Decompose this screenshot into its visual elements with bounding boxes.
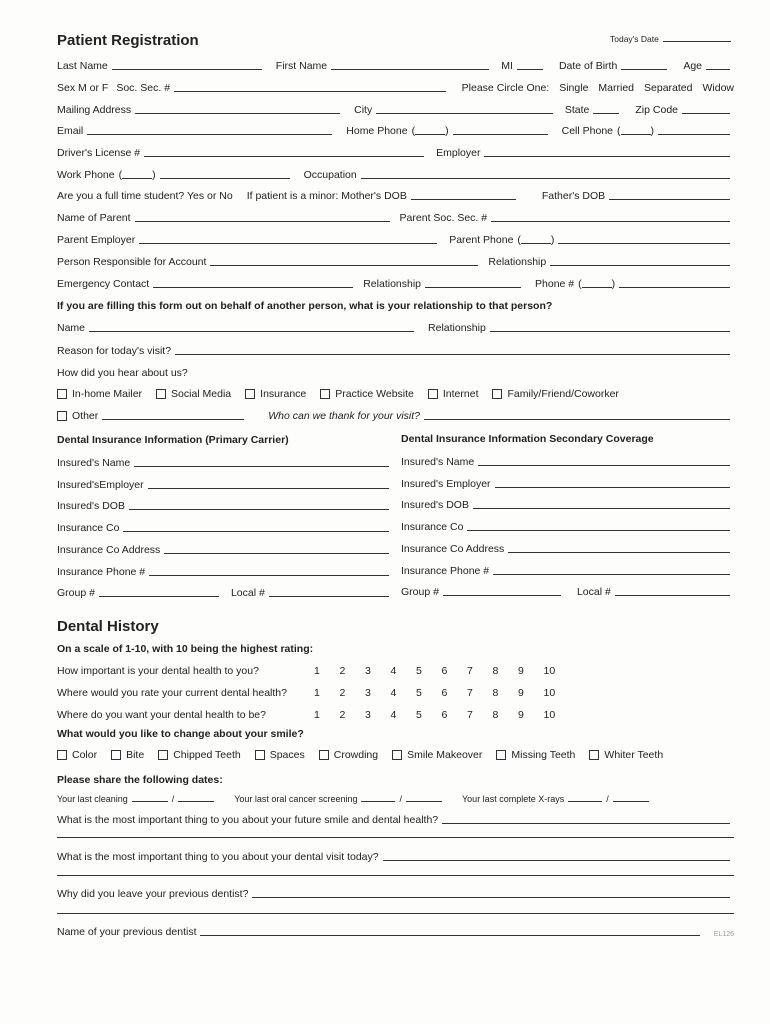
visit-question: What is the most important thing to you about your dental visit today? xyxy=(57,851,379,863)
checkbox-icon[interactable] xyxy=(319,750,329,760)
zip-label: Zip Code xyxy=(635,104,678,116)
hear-option-website[interactable]: Practice Website xyxy=(320,388,414,400)
q1-label: How important is your dental health to you? xyxy=(57,665,259,677)
license-label: Driver's License # xyxy=(57,147,141,159)
q2-scale[interactable] xyxy=(314,687,569,699)
primary-group-label: Group # xyxy=(57,587,95,599)
reason-field[interactable] xyxy=(175,353,730,355)
hear-option-insurance[interactable]: Insurance xyxy=(245,388,306,400)
secondary-local-label: Local # xyxy=(576,586,611,598)
scale-option[interactable]: 8 xyxy=(492,687,499,699)
scale-option[interactable]: 2 xyxy=(339,687,346,699)
cleaning-year-field[interactable] xyxy=(178,800,214,802)
change-option-missing[interactable]: Missing Teeth xyxy=(496,749,575,761)
last-name-field[interactable] xyxy=(112,68,262,70)
cleaning-month-field[interactable] xyxy=(132,800,168,802)
future-question: What is the most important thing to you about your future smile and dental health? xyxy=(57,814,439,826)
primary-co-address-label: Insurance Co Address xyxy=(57,544,161,556)
primary-co-phone-field[interactable] xyxy=(149,574,389,576)
primary-insured-employer-field[interactable] xyxy=(148,487,389,489)
checkbox-icon[interactable] xyxy=(245,389,255,399)
checkbox-icon[interactable] xyxy=(492,389,502,399)
hear-option-other[interactable]: Other xyxy=(57,410,98,422)
emergency-phone-field[interactable] xyxy=(619,286,730,288)
previous-dentist-field[interactable] xyxy=(200,934,699,936)
scale-option[interactable]: 4 xyxy=(390,709,397,721)
mother-dob-field[interactable] xyxy=(411,198,516,200)
secondary-insured-name-field[interactable] xyxy=(478,464,730,466)
change-option-chipped[interactable]: Chipped Teeth xyxy=(158,749,241,761)
leave-question: Why did you leave your previous dentist? xyxy=(57,888,249,900)
zip-field[interactable] xyxy=(682,112,730,114)
scale-option[interactable]: 6 xyxy=(441,709,448,721)
thank-label: Who can we thank for your visit? xyxy=(268,410,420,422)
screening-month-field[interactable] xyxy=(361,800,395,802)
secondary-insured-name-label: Insured's Name xyxy=(401,456,475,468)
marital-single[interactable]: Single xyxy=(559,82,589,94)
scale-option[interactable]: 10 xyxy=(543,709,556,721)
marital-married[interactable]: Married xyxy=(598,82,635,94)
cell-area-field[interactable] xyxy=(621,133,651,135)
home-phone-field[interactable] xyxy=(453,133,548,135)
checkbox-icon[interactable] xyxy=(57,750,67,760)
todays-date-label: Today's Date xyxy=(610,34,659,44)
primary-insurance-title: Dental Insurance Information (Primary Carrier) xyxy=(57,434,289,446)
occupation-field[interactable] xyxy=(361,177,730,179)
secondary-insured-dob-label: Insured's DOB xyxy=(401,499,469,511)
primary-co-field[interactable] xyxy=(123,530,389,532)
scale-option[interactable]: 5 xyxy=(416,709,422,721)
change-option-spaces[interactable]: Spaces xyxy=(255,749,305,761)
q1-scale[interactable] xyxy=(314,665,569,677)
student-label: Are you a full time student? Yes or No xyxy=(57,190,233,202)
scale-option[interactable]: 10 xyxy=(543,687,556,699)
q3-scale[interactable] xyxy=(314,709,569,721)
state-label: State xyxy=(564,104,590,116)
last-name-label: Last Name xyxy=(57,60,108,72)
behalf-name-field[interactable] xyxy=(89,330,414,332)
scale-option[interactable]: 8 xyxy=(492,709,499,721)
secondary-local-field[interactable] xyxy=(615,594,730,596)
state-field[interactable] xyxy=(593,112,619,114)
secondary-co-field[interactable] xyxy=(467,529,730,531)
behalf-relationship-label: Relationship xyxy=(428,322,486,334)
parent-employer-label: Parent Employer xyxy=(57,234,136,246)
sex-label: Sex M or F xyxy=(57,82,109,94)
change-question: What would you like to change about your smile? xyxy=(57,728,304,740)
scale-option[interactable]: 6 xyxy=(441,687,448,699)
screening-label: Your last oral cancer screening xyxy=(234,794,358,804)
responsible-label: Person Responsible for Account xyxy=(57,256,207,268)
age-field[interactable] xyxy=(706,68,730,70)
dob-field[interactable] xyxy=(621,68,667,70)
checkbox-icon[interactable] xyxy=(392,750,402,760)
parent-ssn-field[interactable] xyxy=(491,220,730,222)
scale-option[interactable]: 1 xyxy=(314,687,320,699)
ssn-field[interactable] xyxy=(174,90,446,92)
work-area-field[interactable] xyxy=(122,177,152,179)
secondary-co-address-label: Insurance Co Address xyxy=(401,543,505,555)
scale-option[interactable]: 4 xyxy=(390,665,397,677)
scale-option[interactable]: 9 xyxy=(518,665,524,677)
checkbox-icon[interactable] xyxy=(320,389,330,399)
xrays-label: Your last complete X-rays xyxy=(462,794,565,804)
form-code: EL126 xyxy=(713,931,734,938)
checkbox-icon[interactable] xyxy=(255,750,265,760)
parent-name-field[interactable] xyxy=(135,220,390,222)
hear-option-family[interactable]: Family/Friend/Coworker xyxy=(492,388,618,400)
primary-co-phone-label: Insurance Phone # xyxy=(57,566,146,578)
emergency-phone-label: Phone # xyxy=(535,278,575,290)
emergency-relationship-field[interactable] xyxy=(425,286,521,288)
secondary-co-phone-label: Insurance Phone # xyxy=(401,565,490,577)
ssn-label: Soc. Sec. # xyxy=(116,82,171,94)
hear-option-social[interactable]: Social Media xyxy=(156,388,231,400)
work-phone-label: Work Phone xyxy=(57,169,115,181)
marital-separated[interactable]: Separated xyxy=(644,82,693,94)
secondary-co-label: Insurance Co xyxy=(401,521,464,533)
email-label: Email xyxy=(57,125,84,137)
q3-label: Where do you want your dental health to be? xyxy=(57,709,266,721)
screening-year-field[interactable] xyxy=(406,800,442,802)
employer-field[interactable] xyxy=(484,155,730,157)
registration-form: Patient Registration Today's Date Last Name First Name MI Date of Birth Age Sex M or F Soc. Sec. # Please Circle One: Single Married Separated Widow Mailing Address City State Zip Code Email Home Phone ( ) Cell Phone ( ) Driver's License # Employer Work Phone ( ) Occupation Are you a full time student? Yes or No If patient is a minor: Mother's DOB Father's DOB Name of Parent Parent Soc. Sec. # Parent Employer Parent Phone ( ) Person Responsible for Account Relationship Emergency Contact Relationship Phone # ( ) If you are filling this form out on behalf of another person, what is your relationship to that person? Name Relationship Reason for today's visit? How did you hear about us? In-home Mailer Social Media Insurance Practice Website Internet Family/Friend/Coworker Other Who can we thank for your visit? Dental Insurance Information (Primary Carrier) Dental Insurance Information Secondary Coverage Insured's Name Insured'sEmployer Insured's DOB Insurance Co Insurance Co Address Insurance Phone # Group # Local # Insured's Name Insured's Employer Insured's DOB Insurance Co Insurance Co Address Insurance Phone # Group # Local # Dental History On a scale of 1-10, with 10 being the highest rating: How important is your dental health to you? 1 2 3 4 5 6 7 8 9 10 Where would you rate your current dental health? 1 2 3 4 5 6 7 8 9 10 Where do you want your dental health to be? 1 2 3 4 5 6 7 8 9 10 What would you like to change about your smile? Color Bite Chipped Teeth Spaces Crowding Smile Makeover Missing Teeth Whiter Teeth Please share the following dates: Your last cleaning / Your last oral cancer screening / Your last complete X-rays / What is the most important thing to you about your future smile and dental health? What is the most important thing to you about your dental visit today? Why did you leave your previous dentist? Name of your previous dentist EL126 xyxy=(57,32,734,938)
cell-phone-field[interactable] xyxy=(658,133,730,135)
parent-phone-label: Parent Phone xyxy=(449,234,514,246)
parent-ssn-label: Parent Soc. Sec. # xyxy=(399,212,488,224)
future-answer-field[interactable] xyxy=(442,822,730,824)
secondary-insurance-title: Dental Insurance Information Secondary Coverage xyxy=(401,433,654,445)
scale-option[interactable]: 7 xyxy=(467,665,473,677)
father-dob-label: Father's DOB xyxy=(541,190,606,202)
employer-label: Employer xyxy=(436,147,481,159)
scale-option[interactable]: 1 xyxy=(314,665,320,677)
responsible-relationship-label: Relationship xyxy=(488,256,547,268)
primary-local-label: Local # xyxy=(230,587,265,599)
other-field[interactable] xyxy=(102,418,244,420)
age-label: Age xyxy=(683,60,702,72)
dob-label: Date of Birth xyxy=(558,60,618,72)
emergency-area-field[interactable] xyxy=(582,286,612,288)
license-field[interactable] xyxy=(144,155,424,157)
hear-option-internet[interactable]: Internet xyxy=(428,388,479,400)
change-option-crowding[interactable]: Crowding xyxy=(319,749,378,761)
change-option-color[interactable]: Color xyxy=(57,749,97,761)
secondary-group-field[interactable] xyxy=(443,594,561,596)
hear-option-mailer[interactable]: In-home Mailer xyxy=(57,388,142,400)
emergency-field[interactable] xyxy=(153,286,353,288)
xrays-month-field[interactable] xyxy=(568,800,602,802)
occupation-label: Occupation xyxy=(303,169,357,181)
checkbox-icon[interactable] xyxy=(111,750,121,760)
checkbox-icon[interactable] xyxy=(156,389,166,399)
secondary-co-address-field[interactable] xyxy=(508,551,730,553)
secondary-group-label: Group # xyxy=(401,586,439,598)
scale-option[interactable]: 7 xyxy=(467,687,473,699)
secondary-insured-employer-label: Insured's Employer xyxy=(401,478,491,490)
scale-option[interactable]: 4 xyxy=(390,687,397,699)
work-phone-field[interactable] xyxy=(160,177,290,179)
city-label: City xyxy=(354,104,373,116)
primary-insured-name-label: Insured's Name xyxy=(57,457,131,469)
scale-option[interactable]: 5 xyxy=(416,665,422,677)
checkbox-icon[interactable] xyxy=(57,389,67,399)
change-option-whiter[interactable]: Whiter Teeth xyxy=(589,749,663,761)
scale-option[interactable]: 9 xyxy=(518,687,524,699)
checkbox-icon[interactable] xyxy=(496,750,506,760)
checkbox-icon[interactable] xyxy=(589,750,599,760)
parent-employer-field[interactable] xyxy=(139,242,437,244)
parent-area-field[interactable] xyxy=(521,242,551,244)
behalf-question: If you are filling this form out on behalf of another person, what is your relationship to that person? xyxy=(57,300,553,312)
form-title: Patient Registration xyxy=(57,32,199,49)
dates-title: Please share the following dates: xyxy=(57,774,223,786)
primary-insured-name-field[interactable] xyxy=(134,465,389,467)
cleaning-label: Your last cleaning xyxy=(57,794,128,804)
leave-answer-field[interactable] xyxy=(252,896,730,898)
secondary-co-phone-field[interactable] xyxy=(493,573,730,575)
city-field[interactable] xyxy=(376,112,553,114)
responsible-relationship-field[interactable] xyxy=(550,264,730,266)
mi-field[interactable] xyxy=(517,68,543,70)
behalf-relationship-field[interactable] xyxy=(490,330,730,332)
home-area-field[interactable] xyxy=(415,133,445,135)
primary-insured-employer-label: Insured'sEmployer xyxy=(57,479,144,491)
emergency-relationship-label: Relationship xyxy=(363,278,422,290)
reason-label: Reason for today's visit? xyxy=(57,345,172,357)
scale-option[interactable]: 7 xyxy=(467,709,473,721)
marital-widow[interactable]: Widow xyxy=(702,82,734,94)
behalf-name-label: Name xyxy=(57,322,86,334)
emergency-label: Emergency Contact xyxy=(57,278,150,290)
scale-option[interactable]: 2 xyxy=(339,665,346,677)
primary-co-address-field[interactable] xyxy=(164,552,389,554)
mailing-field[interactable] xyxy=(135,112,340,114)
visit-answer-field[interactable] xyxy=(383,859,730,861)
first-name-field[interactable] xyxy=(331,68,489,70)
parent-name-label: Name of Parent xyxy=(57,212,131,224)
scale-intro: On a scale of 1-10, with 10 being the highest rating: xyxy=(57,643,314,655)
secondary-insured-dob-field[interactable] xyxy=(473,507,730,509)
scale-option[interactable]: 1 xyxy=(314,709,320,721)
home-phone-label: Home Phone xyxy=(346,125,408,137)
primary-group-field[interactable] xyxy=(99,595,219,597)
future-answer-line[interactable] xyxy=(57,836,734,838)
primary-local-field[interactable] xyxy=(269,595,389,597)
father-dob-field[interactable] xyxy=(609,198,730,200)
mi-label: MI xyxy=(501,60,513,72)
parent-phone-field[interactable] xyxy=(558,242,730,244)
checkbox-icon[interactable] xyxy=(428,389,438,399)
scale-option[interactable]: 3 xyxy=(365,665,371,677)
secondary-insured-employer-field[interactable] xyxy=(495,486,730,488)
primary-insured-dob-field[interactable] xyxy=(129,508,389,510)
previous-dentist-label: Name of your previous dentist xyxy=(57,926,197,938)
scale-option[interactable]: 10 xyxy=(543,665,556,677)
change-option-makeover[interactable]: Smile Makeover xyxy=(392,749,482,761)
xrays-year-field[interactable] xyxy=(613,800,649,802)
hear-label: How did you hear about us? xyxy=(57,367,188,379)
responsible-field[interactable] xyxy=(210,264,478,266)
cell-phone-label: Cell Phone xyxy=(561,125,613,137)
thank-field[interactable] xyxy=(424,418,730,420)
change-option-bite[interactable]: Bite xyxy=(111,749,144,761)
visit-answer-line[interactable] xyxy=(57,874,734,876)
scale-option[interactable]: 2 xyxy=(339,709,346,721)
leave-answer-line[interactable] xyxy=(57,912,734,914)
mailing-label: Mailing Address xyxy=(57,104,132,116)
scale-option[interactable]: 5 xyxy=(416,687,422,699)
email-field[interactable] xyxy=(87,133,332,135)
todays-date-field[interactable] xyxy=(663,40,731,42)
scale-option[interactable]: 3 xyxy=(365,687,371,699)
scale-option[interactable]: 6 xyxy=(441,665,448,677)
checkbox-icon[interactable] xyxy=(57,411,67,421)
primary-insured-dob-label: Insured's DOB xyxy=(57,500,125,512)
mother-dob-label: If patient is a minor: Mother's DOB xyxy=(246,190,407,202)
dental-history-title: Dental History xyxy=(57,618,159,635)
checkbox-icon[interactable] xyxy=(158,750,168,760)
scale-option[interactable]: 9 xyxy=(518,709,524,721)
scale-option[interactable]: 8 xyxy=(492,665,499,677)
q2-label: Where would you rate your current dental health? xyxy=(57,687,287,699)
primary-co-label: Insurance Co xyxy=(57,522,120,534)
first-name-label: First Name xyxy=(275,60,328,72)
scale-option[interactable]: 3 xyxy=(365,709,371,721)
circle-one-label: Please Circle One: xyxy=(461,82,550,94)
